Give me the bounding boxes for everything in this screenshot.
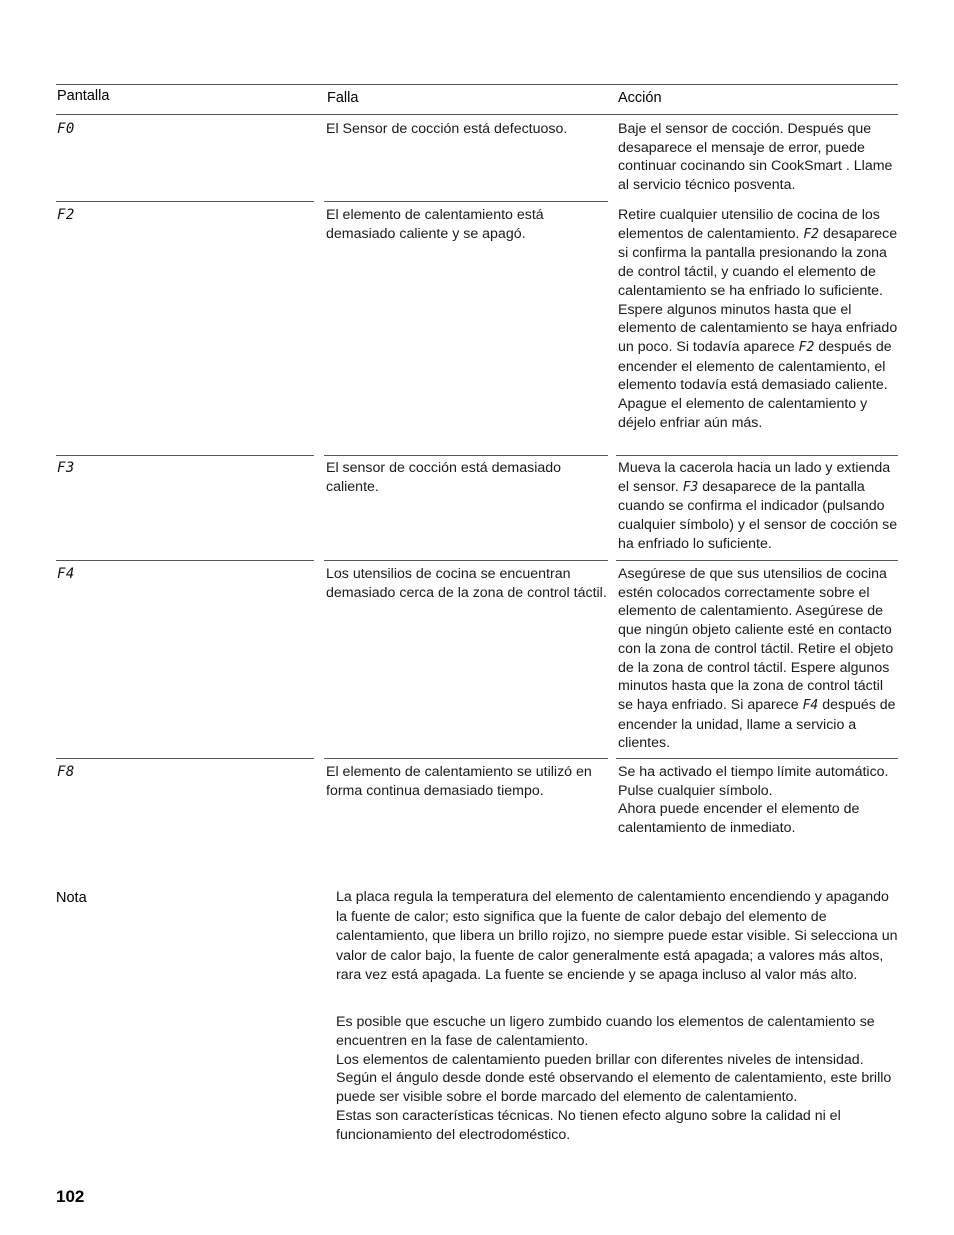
action-f4-text-a: Asegúrese de que sus utensilios de cocina estén colocados correctamente sobre el elemento de calentamiento. Asegúrese de que ningún objeto caliente esté en contacto con la zona de control táctil. Retire el objeto de la zona de control táctil. Espere algunos minutos hasta que la zona de control táctil se haya enfriado. Si aparece: [618, 566, 894, 713]
action-f8-line-3: Ahora puede encender el elemento de calentamiento de inmediato.: [618, 801, 860, 837]
header-falla: Falla: [327, 90, 359, 106]
row-rule-f4-right: [616, 560, 898, 561]
action-f3: [618, 459, 898, 554]
action-f4-text-b: después de encender la unidad, llame a servicio a clientes.: [618, 696, 896, 752]
fault-f0: El Sensor de cocción está defectuoso.: [326, 121, 568, 137]
action-f8: [618, 763, 898, 838]
row-rule-f3-mid: [324, 455, 608, 456]
f2-code-inline-1: F2: [803, 226, 820, 242]
code-f4: F4: [57, 566, 75, 582]
action-f2-text-c: después de encender el elemento de calentamiento, el elemento todavía está demasiado caliente. Apague el elemento de calentamiento y déjelo enfriar aún más.: [618, 338, 892, 431]
fault-f8: El elemento de calentamiento se utilizó en forma continua demasiado tiempo.: [326, 764, 592, 799]
action-f8-line-2: Pulse cualquier símbolo.: [618, 782, 773, 799]
action-f3-text-a: Mueva la cacerola hacia un lado y extienda el sensor.: [618, 460, 891, 495]
header-accion: Acción: [618, 90, 662, 106]
note-p2-line-3: Estas son características técnicas. No tienen efecto alguno sobre la calidad ni el funcionamiento del electrodoméstico.: [336, 1107, 841, 1143]
row-rule-f2-mid: [324, 201, 608, 202]
f3-code-inline: F3: [682, 479, 699, 495]
code-f3: F3: [57, 460, 75, 476]
action-f2-text-a: Retire cualquier utensilio de cocina de los elementos de calentamiento.: [618, 207, 880, 242]
row-rule-f4-left: [56, 560, 314, 561]
action-f2: [618, 206, 898, 432]
code-f8: F8: [57, 764, 75, 780]
code-f0: F0: [57, 121, 75, 137]
header-pantalla: Pantalla: [57, 88, 110, 104]
note-paragraph-2: [336, 1013, 902, 1145]
fault-f3: El sensor de cocción está demasiado caliente.: [326, 460, 562, 495]
action-f0: Baje el sensor de cocción. Después que desaparece el mensaje de error, puede continuar cocinando sin CookSmart . Llame al servicio técnico posventa.: [618, 121, 893, 194]
note-paragraph-1: [336, 888, 902, 986]
header-bottom-rule: [56, 114, 898, 115]
row-rule-f2-left: [56, 201, 314, 202]
fault-f4: Los utensilios de cocina se encuentran demasiado cerca de la zona de control táctil.: [326, 566, 607, 601]
note-label: Nota: [56, 890, 87, 906]
f4-code-inline: F4: [802, 697, 819, 713]
action-f3-text-b: desaparece de la pantalla cuando se confirma el indicador (pulsando cualquier símbolo) y el sensor de cocción se ha enfriado lo suficiente.: [618, 478, 898, 552]
table-top-rule: [56, 84, 898, 85]
row-rule-f4-mid: [324, 560, 608, 561]
action-f8-line-1: Se ha activado el tiempo límite automático.: [618, 764, 889, 780]
note-p2-line-2: Los elementos de calentamiento pueden brillar con diferentes niveles de intensidad. Según el ángulo desde donde esté observando el elemento de calentamiento, este brillo puede ser visible sobre el borde marcado del elemento de calentamiento.: [336, 1051, 892, 1106]
row-rule-f8-mid: [324, 758, 608, 759]
fault-f2: El elemento de calentamiento está demasiado caliente y se apagó.: [326, 207, 544, 242]
row-rule-f8-left: [56, 758, 314, 759]
page-number: 102: [56, 1187, 85, 1206]
action-f2-text-b: desaparece si confirma la pantalla presionando la zona de control táctil, y cuando el elemento de calentamiento se ha enfriado lo suficiente. Espere algunos minutos hasta que el elemento de calentamiento se haya enfriado un poco. Si todavía aparece: [618, 225, 898, 355]
code-f2: F2: [57, 207, 75, 223]
row-rule-f8-right: [616, 758, 898, 759]
note-p1-text: La placa regula la temperatura del elemento de calentamiento encendiendo y apagando la fuente de calor; esto significa que la fuente de calor debajo del elemento de calentamiento, que libera un brillo rojizo, no siempre puede estar visible. Si selecciona un valor de calor bajo, la fuente de calor generalmente está apagada; a valores más altos, rara vez está apagada. La fuente se enciende y se apaga incluso al valor más alto.: [336, 889, 898, 983]
note-p2-line-1: Es posible que escuche un ligero zumbido cuando los elementos de calentamiento se encuentren en la fase de calentamiento.: [336, 1014, 875, 1049]
action-f4: [618, 565, 898, 753]
row-rule-f3-right: [616, 455, 898, 456]
row-rule-f3-left: [56, 455, 314, 456]
f2-code-inline-2: F2: [798, 339, 815, 355]
